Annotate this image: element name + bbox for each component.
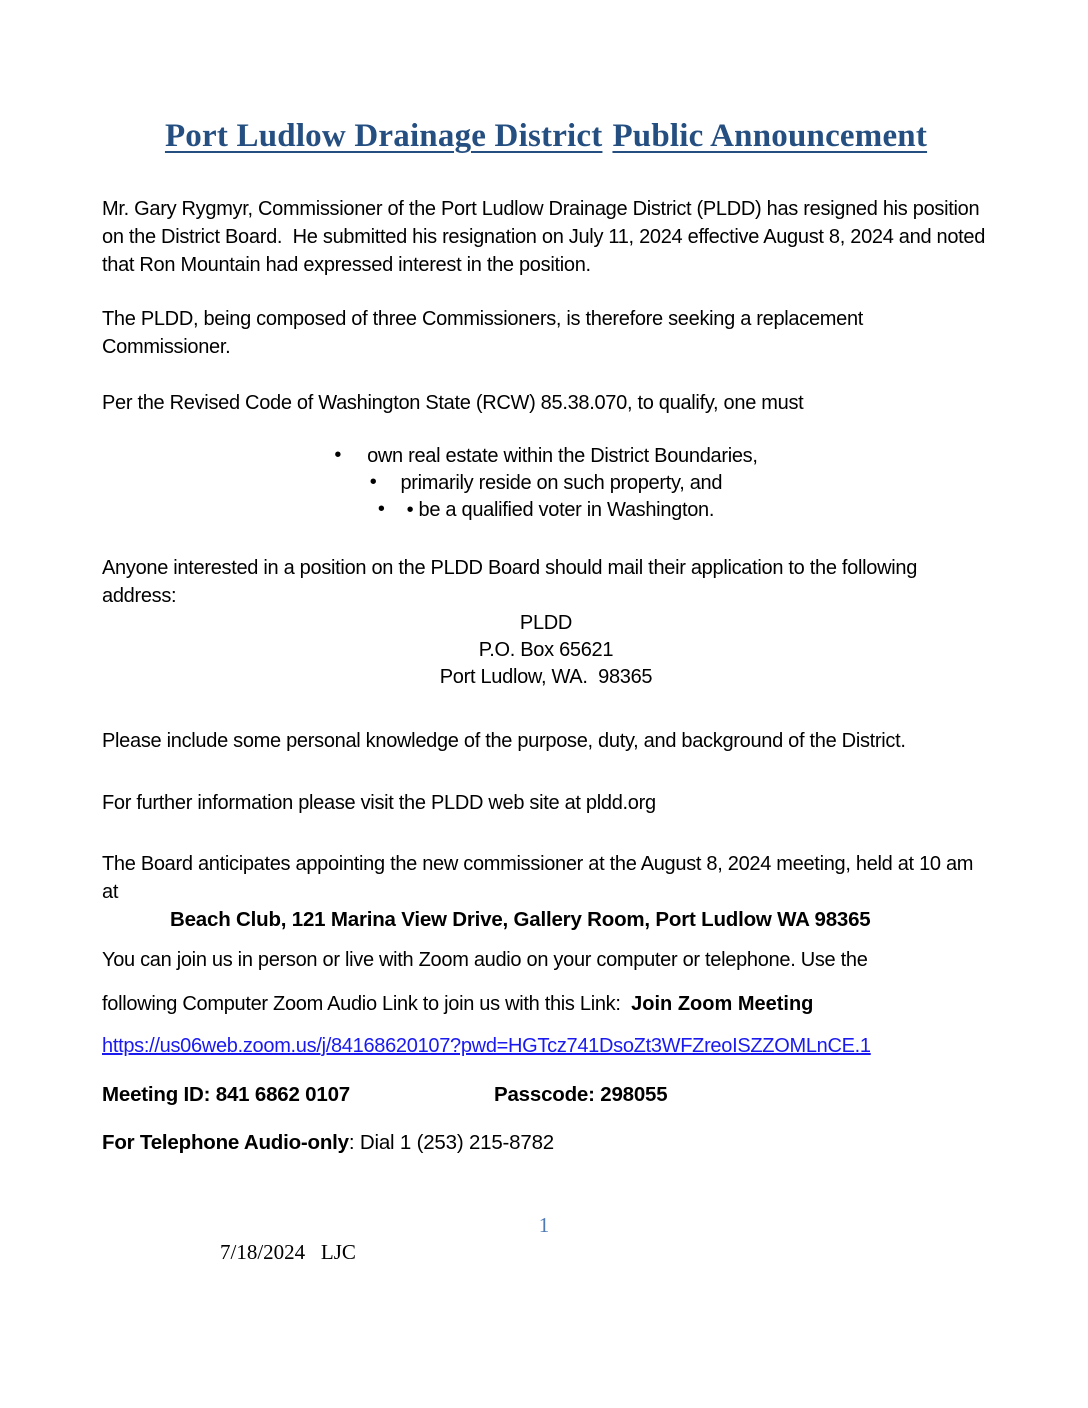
footer-date-initials: 7/18/2024 LJC [220, 1240, 356, 1264]
link-intro-text: following Computer Zoom Audio Link to join us with this Link: [102, 992, 632, 1015]
paragraph-website-info: For further information please visit the PLDD web site at pldd.org [102, 791, 656, 814]
mailing-address-block [102, 610, 990, 691]
page-title-part2: Public Announcement [612, 118, 928, 154]
bullet-item-own-real-estate [102, 443, 990, 470]
join-zoom-meeting-label: Join Zoom Meeting [631, 992, 814, 1015]
address-line-city: Port Ludlow, WA. 98365 [439, 665, 653, 688]
zoom-meeting-link[interactable]: https://us06web.zoom.us/j/84168620107?pwd=HGTcz741DsoZt3WFZreoISZZOMLnCE.1 [102, 1034, 871, 1057]
telephone-audio-row [102, 1131, 990, 1155]
paragraph-meeting-announcement: The Board anticipates appointing the new commissioner at the August 8, 2024 meeting, held at 10 am at [102, 852, 979, 903]
paragraph-personal-knowledge: Please include some personal knowledge of the purpose, duty, and background of the District. [102, 729, 906, 752]
bullet-icon: • [334, 443, 342, 466]
bullet-text: primarily reside on such property, and [400, 471, 723, 494]
qualification-bullet-list [102, 443, 990, 524]
paragraph-zoom-link-intro [102, 990, 990, 1018]
bullet-text: • be a qualified voter in Washington. [406, 498, 715, 521]
bullet-icon: • [369, 470, 377, 493]
meeting-credentials-row [102, 1083, 990, 1107]
page-title-part1: Port Ludlow Drainage District [164, 118, 603, 154]
bullet-item-primarily-reside [102, 470, 990, 497]
page-number: 1 [538, 1213, 550, 1237]
bullet-text: own real estate within the District Boundaries, [367, 444, 758, 467]
meeting-location-line: Beach Club, 121 Marina View Drive, Gallery Room, Port Ludlow WA 98365 [170, 907, 871, 931]
telephone-audio-bold-label: For Telephone Audio-only [102, 1130, 349, 1154]
paragraph-seeking-replacement: The PLDD, being composed of three Commissioners, is therefore seeking a replacement Commissioner. [102, 307, 869, 358]
passcode-label: Passcode: 298055 [494, 1082, 668, 1106]
telephone-number-text: : Dial 1 (253) 215-8782 [348, 1130, 554, 1154]
bullet-icon: • [377, 497, 385, 520]
paragraph-join-options: You can join us in person or live with Zoom audio on your computer or telephone. Use the [102, 948, 868, 971]
paragraph-resignation: Mr. Gary Rygmyr, Commissioner of the Port Ludlow Drainage District (PLDD) has resigned his position on the District Board. He submitted his resignation on July 11, 2024 effective August 8, 2024 and noted that Ron Mountain had expressed interest in the position. [102, 197, 991, 276]
zoom-link-row [102, 1035, 990, 1058]
address-line-pobox: P.O. Box 65621 [478, 638, 614, 661]
paragraph-rcw-qualification: Per the Revised Code of Washington State (RCW) 85.38.070, to qualify, one must [102, 391, 804, 414]
bullet-item-qualified-voter [102, 497, 990, 524]
meeting-id-label: Meeting ID: 841 6862 0107 [102, 1082, 350, 1106]
page-title [102, 118, 990, 156]
paragraph-application-instructions: Anyone interested in a position on the PLDD Board should mail their application to the following address: [102, 556, 923, 607]
address-line-org: PLDD [519, 611, 573, 634]
